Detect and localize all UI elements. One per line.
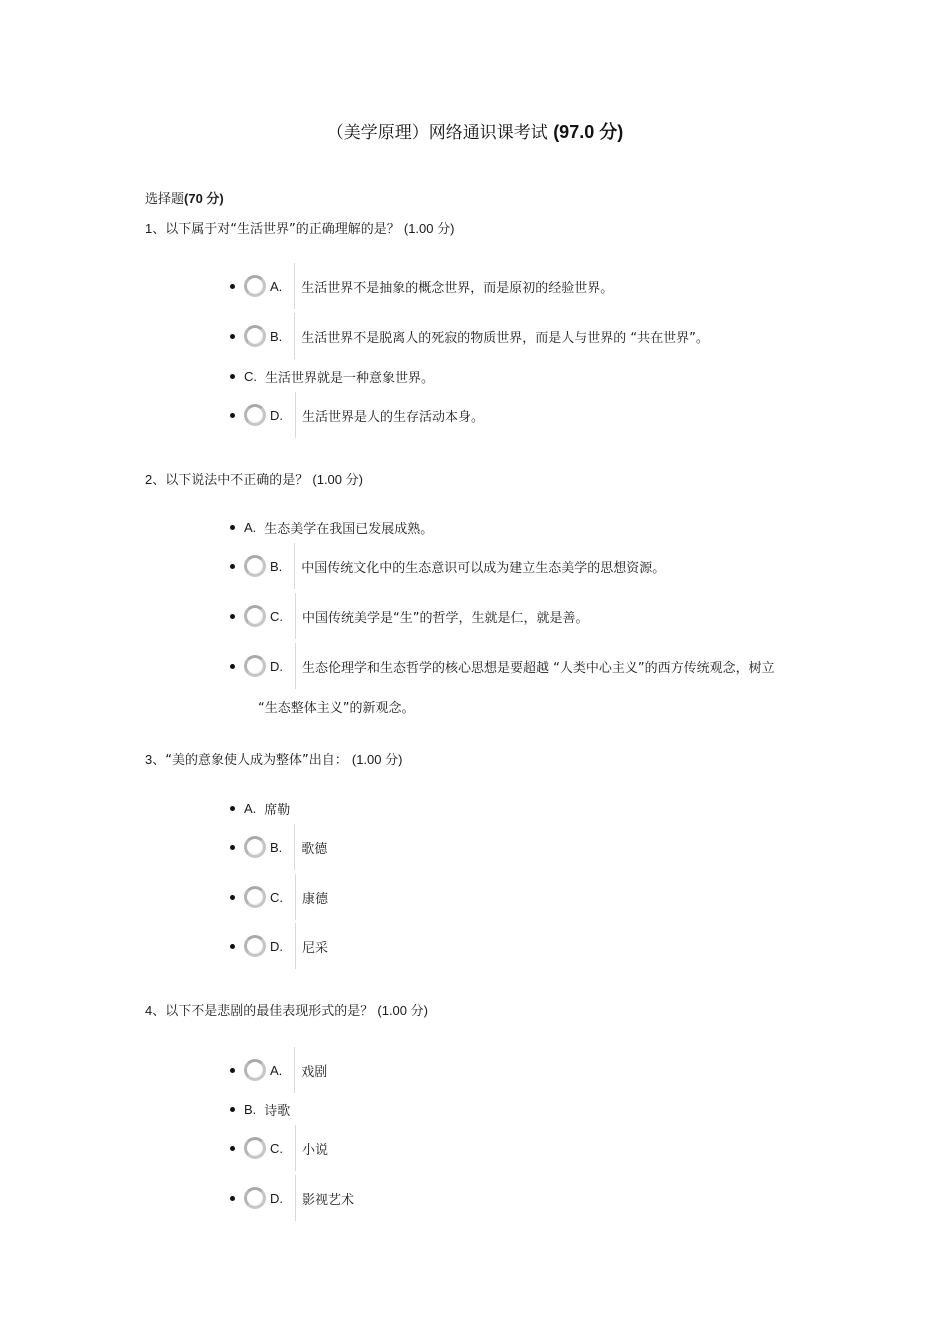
question-3 [145,749,402,768]
radio-button[interactable] [244,935,266,957]
section-header [145,188,224,207]
option-text: 生态伦理学和生态哲学的核心思想是要超越 “人类中心主义”的西方传统观念，树立 [302,660,775,676]
option-letter: A. [244,519,257,535]
section-label: 选择题 [145,192,185,207]
divider [294,824,295,870]
q3-option-d[interactable] [230,926,328,966]
option-letter: B. [270,839,283,855]
option-text: 生活世界不是脱离人的死寂的物质世界，而是人与世界的 “共在世界”。 [301,330,709,346]
q4-option-d[interactable] [230,1178,354,1218]
question-text: 以下属于对“生活世界”的正确理解的是？ [165,222,400,237]
option-letter: B. [270,328,283,344]
divider [295,1175,296,1221]
bullet [230,845,235,850]
divider [294,543,295,589]
question-2 [145,469,363,488]
question-number: 2、 [145,472,166,487]
bullet [230,334,235,339]
option-text: 席勒 [264,802,291,818]
radio-button[interactable] [244,1059,266,1081]
question-4 [145,1000,428,1019]
option-letter: C. [244,368,257,384]
bullet [230,944,235,949]
bullet [230,614,235,619]
option-text: 中国传统美学是“生”的哲学，生就是仁，就是善。 [302,610,589,626]
option-letter: D. [270,1190,283,1206]
q2-option-a[interactable] [230,507,433,547]
divider [295,923,296,969]
question-points: (1.00 分) [377,1003,428,1018]
divider [295,392,296,438]
radio-button[interactable] [244,655,266,677]
divider [294,263,295,309]
option-letter: A. [270,1062,283,1078]
divider [295,1125,296,1171]
divider [294,1047,295,1093]
q4-option-b[interactable] [230,1089,290,1129]
q4-option-a[interactable] [230,1050,327,1090]
option-letter: D. [270,407,283,423]
radio-button[interactable] [244,325,266,347]
section-points: (70 分) [184,191,224,206]
bullet [230,1068,235,1073]
question-text: 以下不是悲剧的最佳表现形式的是？ [165,1004,374,1019]
option-letter: A. [270,278,283,294]
option-text: 影视艺术 [302,1192,355,1208]
bullet [230,806,235,811]
bullet [230,1107,235,1112]
divider [294,313,295,359]
option-text: 戏剧 [301,1064,328,1080]
bullet [230,1146,235,1151]
radio-button[interactable] [244,1137,266,1159]
bullet [230,895,235,900]
question-points: (1.00 分) [312,472,363,487]
question-number: 4、 [145,1003,166,1018]
radio-button[interactable] [244,886,266,908]
q3-option-a[interactable] [230,788,290,828]
q2-option-d[interactable] [230,646,775,686]
q1-option-c[interactable] [230,356,434,396]
question-points: (1.00 分) [403,221,455,236]
option-text: 生活世界是人的生存活动本身。 [302,409,485,425]
option-letter: B. [244,1101,257,1117]
total-score: (97.0 分) [553,122,624,142]
page-title [0,118,950,144]
radio-button[interactable] [244,555,266,577]
divider [295,593,296,639]
q1-option-a[interactable] [230,266,613,306]
bullet [230,525,235,530]
option-text: 康德 [302,891,329,907]
bullet [230,413,235,418]
q2-option-c[interactable] [230,596,588,636]
divider [295,874,296,920]
bullet [230,664,235,669]
option-letter: D. [270,658,283,674]
question-number: 1、 [145,221,166,236]
option-text: 尼采 [302,940,329,956]
bullet [230,374,235,379]
option-letter: A. [244,800,257,816]
divider [295,643,296,689]
option-letter: D. [270,938,283,954]
q2-option-d-continuation: “生态整体主义”的新观念。 [258,701,415,716]
radio-button[interactable] [244,1187,266,1209]
bullet [230,284,235,289]
question-text: 以下说法中不正确的是？ [165,473,309,488]
option-text: 生活世界不是抽象的概念世界，而是原初的经验世界。 [301,280,614,296]
radio-button[interactable] [244,836,266,858]
q3-option-b[interactable] [230,827,327,867]
q3-option-c[interactable] [230,877,328,917]
option-text: 生活世界就是一种意象世界。 [265,370,435,386]
option-letter: C. [270,889,283,905]
title-text: （美学原理）网络通识课考试 [326,123,548,143]
radio-button[interactable] [244,605,266,627]
radio-button[interactable] [244,275,266,297]
option-letter: B. [270,558,283,574]
question-text: “美的意象使人成为整体”出自： [165,753,348,768]
option-letter: C. [270,1140,283,1156]
q2-option-b[interactable] [230,546,665,586]
option-text: 中国传统文化中的生态意识可以成为建立生态美学的思想资源。 [301,560,666,576]
radio-button[interactable] [244,404,266,426]
q1-option-b[interactable] [230,316,709,356]
bullet [230,564,235,569]
option-letter: C. [270,608,283,624]
question-points: (1.00 分) [351,752,403,767]
question-number: 3、 [145,752,166,767]
option-text: 生态美学在我国已发展成熟。 [264,521,434,537]
question-1 [145,218,454,237]
q4-option-c[interactable] [230,1128,328,1168]
bullet [230,1196,235,1201]
option-text: 小说 [302,1142,329,1158]
option-text: 诗歌 [264,1103,291,1119]
option-text: 歌德 [301,841,328,857]
q1-option-d[interactable] [230,395,484,435]
